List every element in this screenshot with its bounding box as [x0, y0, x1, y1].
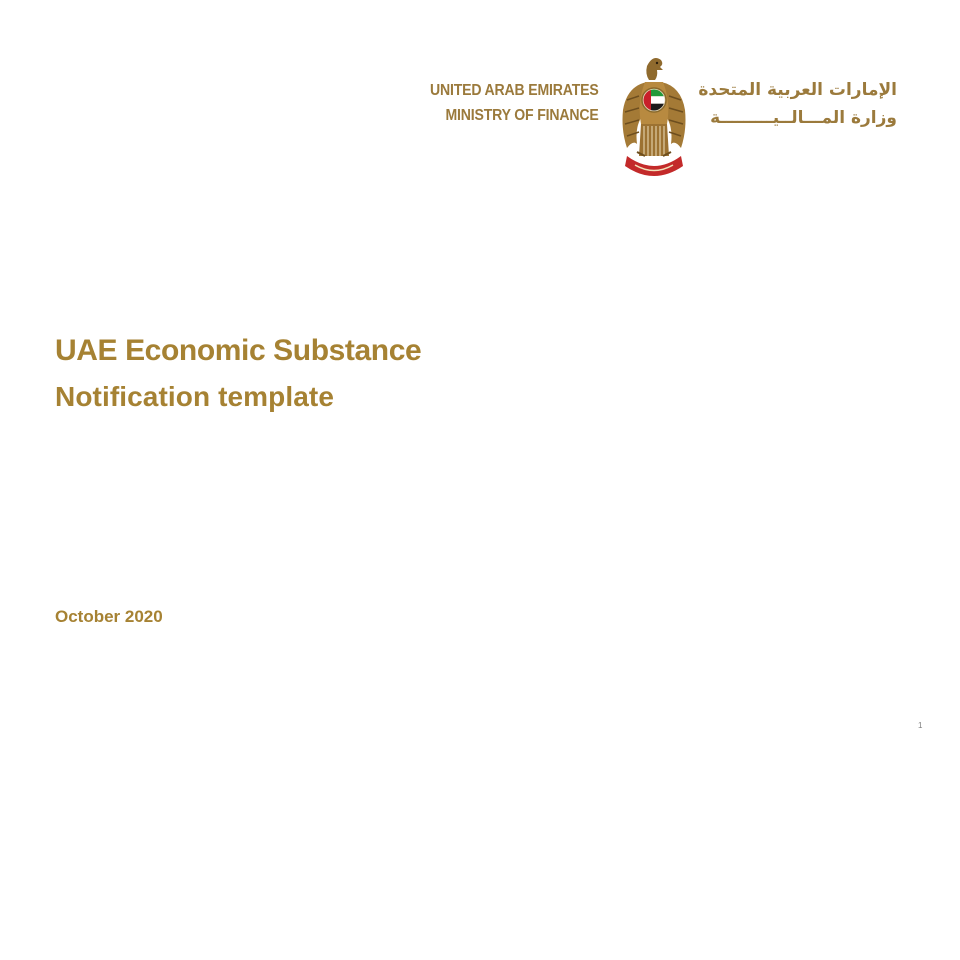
- arabic-ministry-name: [698, 76, 897, 132]
- uae-emblem-icon: [617, 52, 691, 182]
- falcon-emblem-graphic: [617, 52, 691, 182]
- ministry-letterhead: [405, 52, 905, 182]
- page-number: 1: [918, 721, 923, 730]
- document-date: October 2020: [55, 607, 163, 626]
- document-title: UAE Economic Substance: [55, 334, 422, 367]
- country-name-arabic: الإمارات العربية المتحدة: [698, 80, 897, 100]
- english-ministry-name: [407, 78, 599, 128]
- document-subtitle: Notification template: [55, 381, 335, 412]
- ministry-name-arabic: وزارة المـــالــيـــــــــة: [710, 108, 897, 128]
- country-name-english: UNITED ARAB EMIRATES: [430, 82, 599, 99]
- ministry-name-english: MINISTRY OF FINANCE: [445, 107, 599, 124]
